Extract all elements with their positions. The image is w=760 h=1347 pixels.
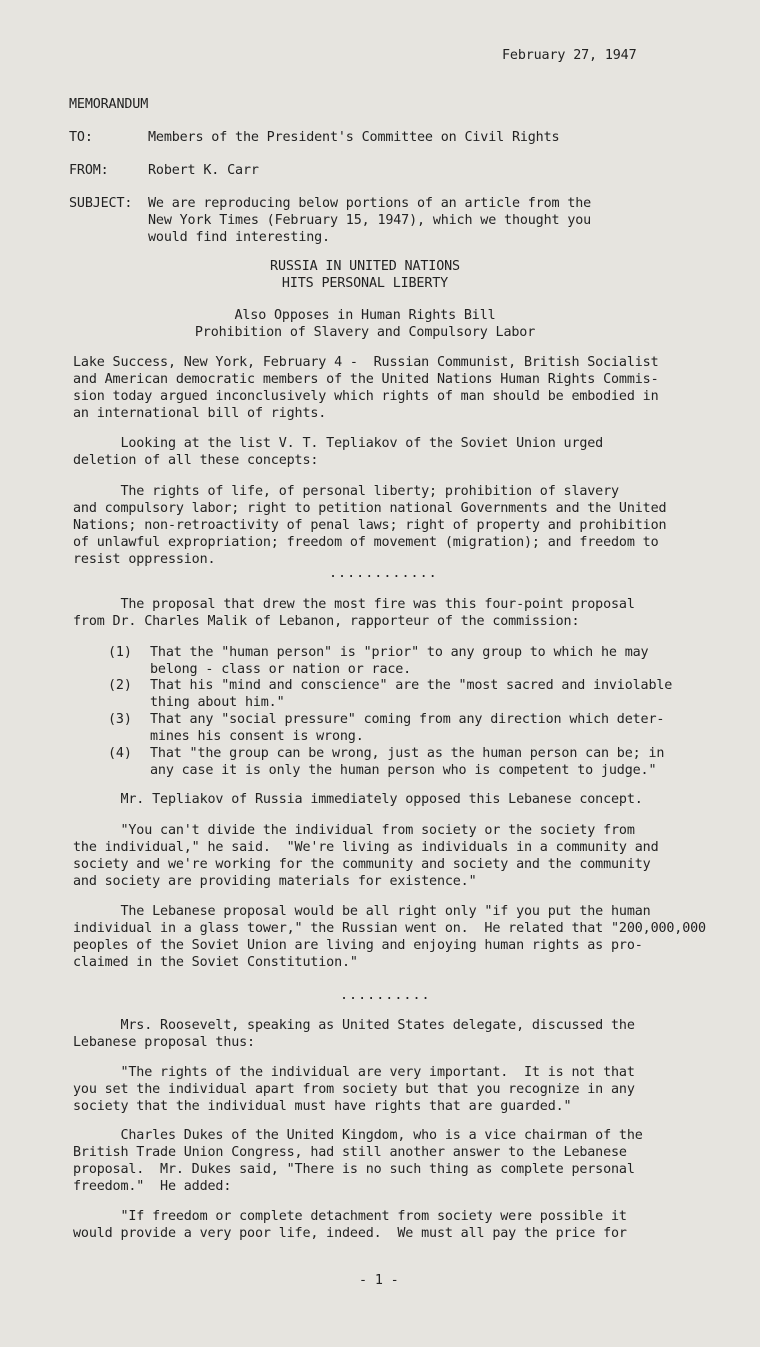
- text-line: individual in a glass tower," the Russian went on. He related that "200,000,000: [73, 921, 706, 936]
- page-number: - 1 -: [359, 1273, 399, 1288]
- text-line: society that the individual must have rights that are guarded.": [73, 1099, 572, 1114]
- text-line: proposal. Mr. Dukes said, "There is no such thing as complete personal: [73, 1162, 635, 1177]
- separator-dots: ..........: [340, 988, 431, 1003]
- headline-line-1: RUSSIA IN UNITED NATIONS: [270, 259, 460, 274]
- text-line: would provide a very poor life, indeed. We must all pay the price for: [73, 1226, 627, 1241]
- text-line: Nations; non-retroactivity of penal laws; right of property and prohibition: [73, 518, 667, 533]
- text-line: Lebanese proposal thus:: [73, 1035, 255, 1050]
- text-line: thing about him.": [150, 695, 285, 710]
- text-line: freedom." He added:: [73, 1179, 232, 1194]
- text-line: and compulsory labor; right to petition national Governments and the United: [73, 501, 667, 516]
- point-number: (4): [108, 746, 132, 761]
- text-line: resist oppression.: [73, 552, 216, 567]
- text-line: the individual," he said. "We're living as individuals in a community and: [73, 840, 659, 855]
- text-line: The proposal that drew the most fire was this four-point proposal: [73, 597, 635, 612]
- point-text: [150, 745, 664, 779]
- subject-line: would find interesting.: [148, 230, 330, 245]
- paragraph-1: [73, 354, 658, 422]
- text-line: mines his consent is wrong.: [150, 729, 364, 744]
- subject-line: New York Times (February 15, 1947), which we thought you: [148, 213, 592, 228]
- text-line: an international bill of rights.: [73, 406, 327, 421]
- text-line: The rights of life, of personal liberty; prohibition of slavery: [73, 484, 619, 499]
- text-line: "The rights of the individual are very important. It is not that: [73, 1065, 635, 1080]
- text-line: from Dr. Charles Malik of Lebanon, rapporteur of the commission:: [73, 614, 580, 629]
- to-value: Members of the President's Committee on Civil Rights: [148, 130, 560, 145]
- text-line: That "the group can be wrong, just as the human person can be; in: [150, 746, 665, 761]
- text-line: Lake Success, New York, February 4 - Russian Communist, British Socialist: [73, 355, 659, 370]
- text-line: Mrs. Roosevelt, speaking as United States delegate, discussed the: [73, 1018, 635, 1033]
- memo-date: February 27, 1947: [502, 48, 637, 63]
- subheadline: [0, 307, 730, 341]
- text-line: any case it is only the human person who is competent to judge.": [150, 763, 657, 778]
- separator-dots: ............: [329, 566, 438, 581]
- text-line: That any "social pressure" coming from any direction which deter-: [150, 712, 665, 727]
- paragraph-10: [73, 1127, 643, 1195]
- paragraph-11: [73, 1208, 627, 1242]
- point-text: [150, 677, 672, 711]
- subject-line: We are reproducing below portions of an article from the: [148, 196, 592, 211]
- text-line: belong - class or nation or race.: [150, 662, 412, 677]
- text-line: "If freedom or complete detachment from society were possible it: [73, 1209, 627, 1224]
- paragraph-9: [73, 1064, 635, 1115]
- text-line: "You can't divide the individual from society or the society from: [73, 823, 635, 838]
- paragraph-7: [73, 903, 706, 971]
- text-line: That the "human person" is "prior" to any group to which he may: [150, 645, 649, 660]
- paragraph-3: [73, 483, 666, 568]
- from-value: Robert K. Carr: [148, 163, 259, 178]
- text-line: Charles Dukes of the United Kingdom, who is a vice chairman of the: [73, 1128, 643, 1143]
- text-line: and American democratic members of the United Nations Human Rights Commis-: [73, 372, 659, 387]
- text-line: British Trade Union Congress, had still another answer to the Lebanese: [73, 1145, 627, 1160]
- memo-label: MEMORANDUM: [69, 97, 149, 112]
- subject-label: SUBJECT:: [69, 196, 133, 211]
- subheadline-line-2: Prohibition of Slavery and Compulsory Labor: [194, 325, 536, 340]
- paragraph-8: [73, 1017, 635, 1051]
- headline-line-2: HITS PERSONAL LIBERTY: [281, 276, 449, 291]
- point-number: (2): [108, 678, 132, 693]
- text-line: The Lebanese proposal would be all right only "if you put the human: [73, 904, 651, 919]
- text-line: deletion of all these concepts:: [73, 453, 319, 468]
- paragraph-4: [73, 596, 635, 630]
- point-number: (1): [108, 645, 132, 660]
- text-line: Mr. Tepliakov of Russia immediately opposed this Lebanese concept.: [73, 792, 643, 807]
- point-text: [150, 711, 664, 745]
- text-line: of unlawful expropriation; freedom of movement (migration); and freedom to: [73, 535, 659, 550]
- from-label: FROM:: [69, 163, 109, 178]
- paragraph-6: [73, 822, 658, 890]
- text-line: peoples of the Soviet Union are living and enjoying human rights as pro-: [73, 938, 643, 953]
- text-line: Looking at the list V. T. Tepliakov of the Soviet Union urged: [73, 436, 604, 451]
- paragraph-2: [73, 435, 603, 469]
- to-label: TO:: [69, 130, 93, 145]
- text-line: society and we're working for the community and society and the community: [73, 857, 651, 872]
- text-line: you set the individual apart from society but that you recognize in any: [73, 1082, 635, 1097]
- subheadline-line-1: Also Opposes in Human Rights Bill: [234, 308, 496, 323]
- text-line: sion today argued inconclusively which rights of man should be embodied in: [73, 389, 659, 404]
- text-line: That his "mind and conscience" are the "most sacred and inviolable: [150, 678, 673, 693]
- headline: [0, 258, 730, 292]
- text-line: and society are providing materials for existence.": [73, 874, 477, 889]
- text-line: claimed in the Soviet Constitution.": [73, 955, 358, 970]
- point-text: [150, 644, 648, 678]
- paragraph-5: [73, 791, 643, 808]
- point-number: (3): [108, 712, 132, 727]
- subject-text: [148, 195, 591, 246]
